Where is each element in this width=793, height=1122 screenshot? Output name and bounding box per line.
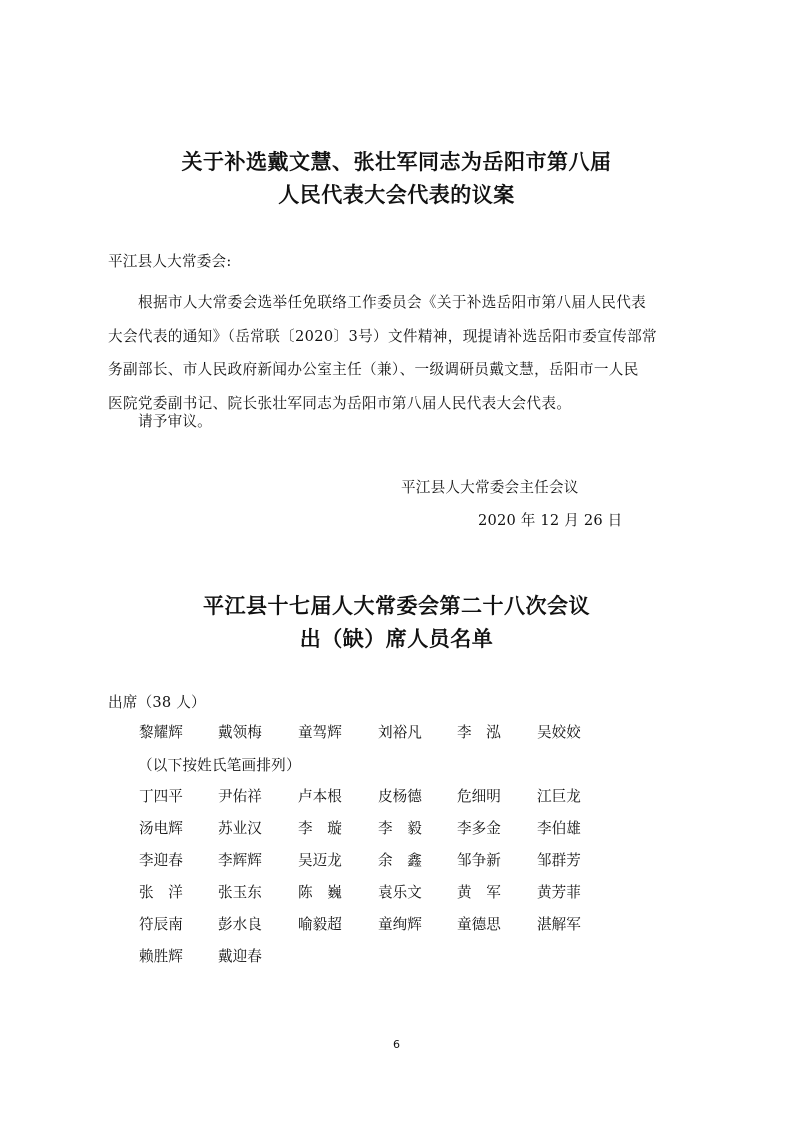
body-line-2: 大会代表的通知》（岳常联〔2020〕3号）文件精神，现提请补选岳阳市委宣传部常 <box>108 327 657 345</box>
name-cell: 戴领梅 <box>218 724 262 741</box>
attendance-label: 出席（38 人） <box>108 694 206 711</box>
body-line-3: 务副部长、市人民政府新闻办公室主任（兼）、一级调研员戴文慧，岳阳市一人民 <box>108 361 639 378</box>
name-cell: 李迎春 <box>139 852 183 869</box>
name-cell: 江巨龙 <box>537 788 581 805</box>
name-cell: 黄芳菲 <box>537 884 581 901</box>
name-cell: 彭水良 <box>218 916 262 933</box>
name-cell: 李多金 <box>457 820 501 837</box>
name-cell: 童德思 <box>457 916 501 933</box>
order-note: （以下按姓氏笔画排列） <box>138 757 301 774</box>
name-cell: 喻毅超 <box>298 916 342 933</box>
name-cell: 童驾辉 <box>298 724 342 741</box>
name-cell: 吴迈龙 <box>298 852 342 869</box>
page-number: 6 <box>393 1038 400 1051</box>
name-cell: 李 泓 <box>457 724 501 741</box>
name-cell: 黎耀辉 <box>139 724 183 741</box>
body-line-4: 医院党委副书记、院长张壮军同志为岳阳市第八届人民代表大会代表。 <box>108 394 572 412</box>
name-cell: 张玉东 <box>218 884 262 901</box>
roster-title <box>0 590 793 656</box>
name-cell: 陈 巍 <box>298 884 342 901</box>
proposal-title <box>0 146 793 212</box>
name-cell: 吴姣姣 <box>537 724 581 741</box>
roster-title-line-1: 平江县十七届人大常委会第二十八次会议 <box>203 594 590 618</box>
proposal-title-line-2: 人民代表大会代表的议案 <box>278 183 515 207</box>
name-cell: 湛解军 <box>537 916 581 933</box>
roster-title-line-2: 出（缺）席人员名单 <box>299 627 494 651</box>
name-cell: 危细明 <box>457 788 501 805</box>
name-cell: 苏业汉 <box>218 820 262 837</box>
name-cell: 李 璇 <box>298 820 342 837</box>
name-cell: 尹佑祥 <box>218 788 262 805</box>
salutation: 平江县人大常委会: <box>108 253 232 270</box>
name-cell: 黄 军 <box>457 884 501 901</box>
name-cell: 李辉辉 <box>218 852 262 869</box>
name-cell: 余 鑫 <box>378 852 422 869</box>
name-cell: 张 洋 <box>139 884 183 901</box>
name-cell: 符辰南 <box>139 916 183 933</box>
name-cell: 汤电辉 <box>139 820 183 837</box>
date: 2020 年 12 月 26 日 <box>478 512 623 529</box>
name-cell: 李 毅 <box>378 820 422 837</box>
name-cell: 邹争新 <box>457 852 501 869</box>
body-line-1: 根据市人大常委会选举任免联络工作委员会《关于补选岳阳市第八届人民代表 <box>138 294 647 311</box>
name-cell: 刘裕凡 <box>378 724 422 741</box>
proposal-title-line-1: 关于补选戴文慧、张壮军同志为岳阳市第八届 <box>181 150 612 174</box>
name-cell: 皮杨德 <box>378 788 422 805</box>
request-text: 请予审议。 <box>138 413 212 430</box>
name-cell: 卢本根 <box>298 788 342 805</box>
name-cell: 童绚辉 <box>378 916 422 933</box>
name-cell: 戴迎春 <box>218 948 262 965</box>
proposal-body <box>108 286 700 420</box>
name-cell: 袁乐文 <box>378 884 422 901</box>
name-cell: 赖胜辉 <box>139 948 183 965</box>
name-cell: 丁四平 <box>139 788 183 805</box>
signer: 平江县人大常委会主任会议 <box>401 479 579 496</box>
name-cell: 邹群芳 <box>537 852 581 869</box>
name-cell: 李伯雄 <box>537 820 581 837</box>
